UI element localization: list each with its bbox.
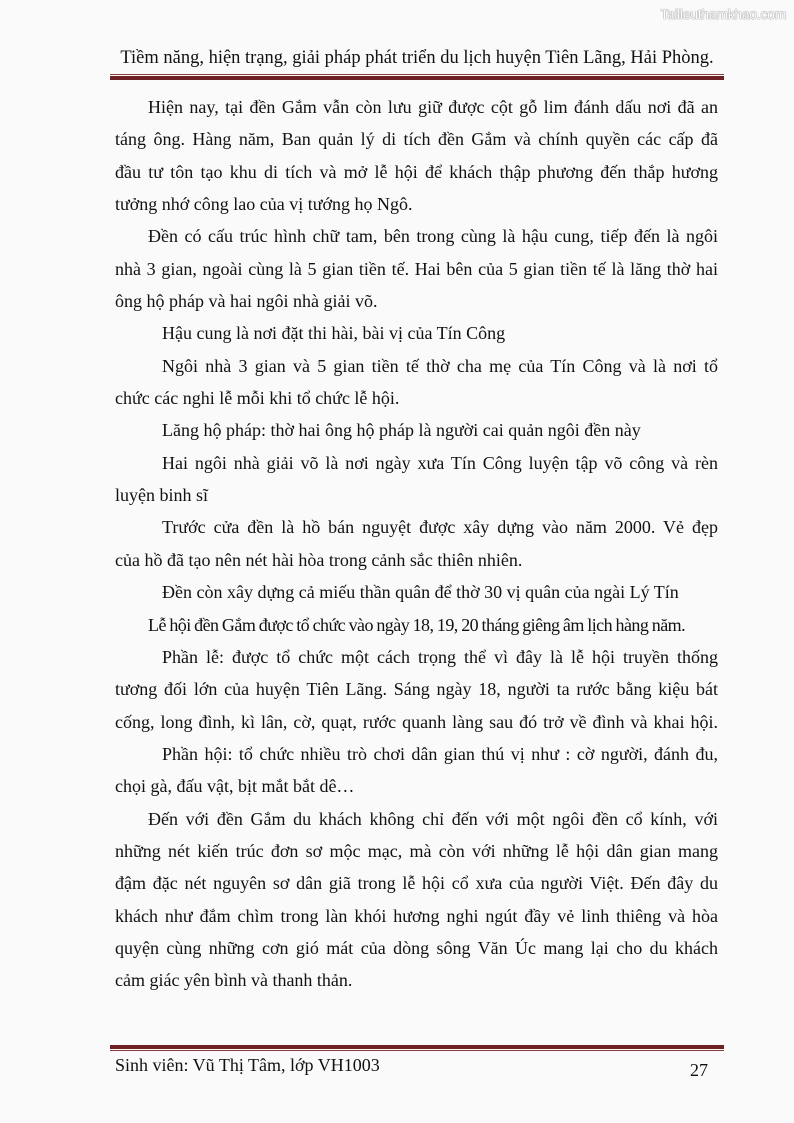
text-line: Hai ngôi nhà giải võ là nơi ngày xưa Tín Công luyện tập võ công và rèn — [162, 452, 718, 473]
text-line: tưởng nhớ công lao của vị tướng họ Ngô. — [115, 194, 413, 215]
text-line: Lăng hộ pháp: thờ hai ông hộ pháp là người cai quản ngôi đền này — [162, 420, 641, 441]
text-line: ông hộ pháp và hai ngôi nhà giải võ. — [115, 291, 378, 312]
text-line: cảm giác yên bình và thanh thản. — [115, 970, 353, 991]
body-text — [115, 91, 718, 997]
running-header: Tiềm năng, hiện trạng, giải pháp phát triển du lịch huyện Tiên Lãng, Hải Phòng. — [120, 48, 714, 68]
text-line: Hậu cung là nơi đặt thi hài, bài vị của Tín Công — [162, 323, 506, 344]
page-number: 27 — [690, 1060, 708, 1080]
text-line: nhà 3 gian, ngoài cùng là 5 gian tiền tế. Hai bên của 5 gian tiền tế là lăng thờ hai — [115, 258, 718, 279]
text-line: Ngôi nhà 3 gian và 5 gian tiền tế thờ cha mẹ của Tín Công và là nơi tổ — [162, 355, 718, 376]
text-line: đậm đặc nét nguyên sơ dân giã trong lễ hội cổ xưa của người Việt. Đến đây du — [115, 873, 718, 894]
text-line: Phần lễ: được tổ chức một cách trọng thể vì đây là lễ hội truyền thống — [162, 646, 718, 667]
text-line: Đền còn xây dựng cả miếu thần quân để thờ 30 vị quân của ngài Lý Tín — [162, 582, 679, 603]
text-line: đầu tư tôn tạo khu di tích và mở lễ hội để khách thập phương đến thắp hương — [115, 161, 718, 182]
text-line: Hiện nay, tại đền Gắm vẫn còn lưu giữ được cột gỗ lim đánh dấu nơi đã an — [148, 97, 718, 117]
text-line: Đền có cấu trúc hình chữ tam, bên trong cùng là hậu cung, tiếp đến là ngôi — [148, 226, 718, 247]
text-line: cống, long đình, kì lân, cờ, quạt, rước quanh làng sau đó trở về đình và khai hội. — [115, 711, 718, 732]
text-line: luyện binh sĩ — [115, 485, 208, 506]
text-line: Phần hội: tổ chức nhiều trò chơi dân gian thú vị như : cờ người, đánh đu, — [162, 743, 718, 764]
header-rule — [110, 74, 724, 80]
text-line: tương đối lớn của huyện Tiên Lãng. Sáng ngày 18, người ta rước bằng kiệu bát — [115, 679, 718, 700]
text-line: của hồ đã tạo nên nét hài hòa trong cảnh sắc thiên nhiên. — [115, 549, 523, 570]
text-line: quyện cùng những cơn gió mát của dòng sông Văn Úc mang lại cho du khách — [115, 937, 718, 958]
text-line: Trước cửa đền là hồ bán nguyệt được xây dựng vào năm 2000. Vẻ đẹp — [162, 517, 718, 538]
text-line: chọi gà, đấu vật, bịt mắt bắt dê… — [115, 776, 355, 797]
text-line: những nét kiến trúc đơn sơ mộc mạc, mà còn với những lễ hội dân gian mang — [115, 840, 718, 861]
text-line: Lễ hội đền Gắm được tổ chức vào ngày 18, 19, 20 tháng giêng âm lịch hàng năm. — [148, 614, 686, 635]
text-line: Đến với đền Gắm du khách không chỉ đến với một ngôi đền cổ kính, với — [148, 808, 718, 829]
footer-rule — [110, 1045, 724, 1051]
footer-student: Sinh viên: Vũ Thị Tâm, lớp VH1003 — [115, 1055, 380, 1075]
text-line: táng ông. Hàng năm, Ban quản lý di tích đền Gắm và chính quyền các cấp đã — [115, 129, 718, 150]
watermark: Tailieuthamkhao.com — [660, 6, 786, 22]
text-line: khách như đắm chìm trong làn khói hương nghi ngút đầy vẻ linh thiêng và hòa — [115, 905, 718, 926]
text-line: chức các nghi lễ mỗi khi tổ chức lễ hội. — [115, 388, 400, 409]
